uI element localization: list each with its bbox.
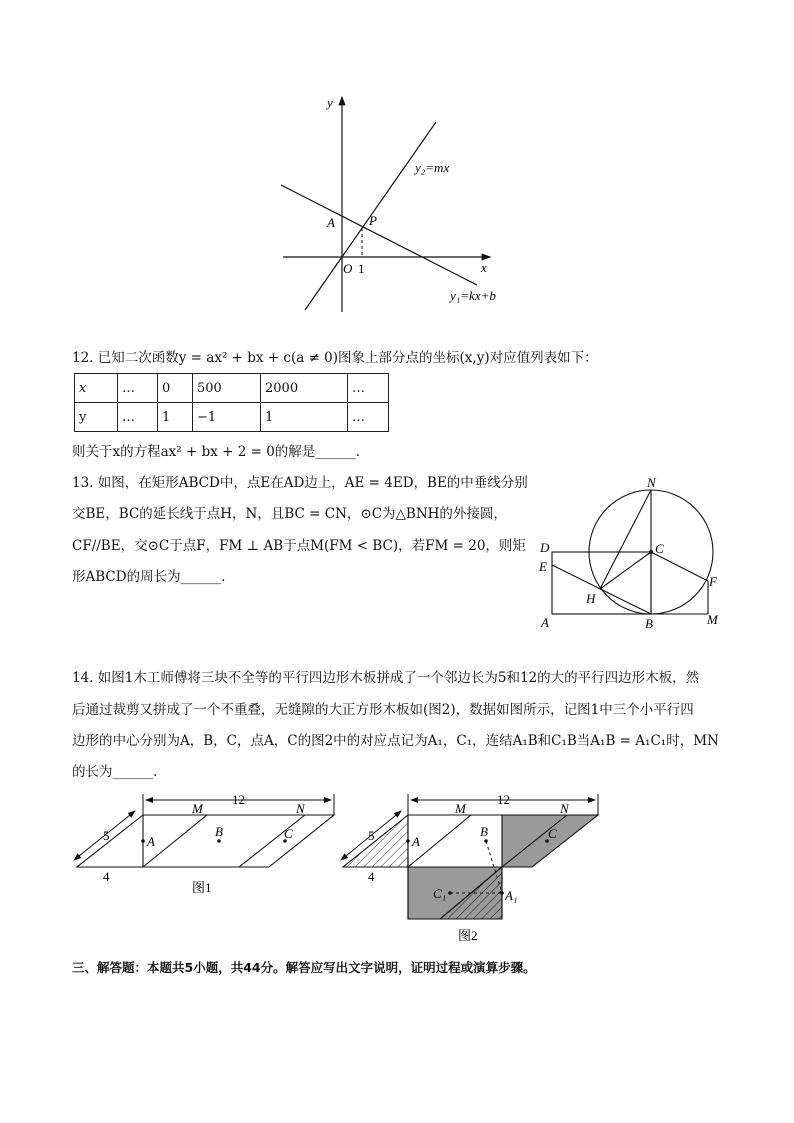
- label-b: B: [645, 616, 653, 631]
- origin-label: O: [343, 261, 353, 276]
- fig1-dim-side: 5: [103, 828, 110, 843]
- fig2-dim-side: 5: [368, 828, 375, 843]
- q14-line-3: 边形的中心分别为A，B，C，点A，C的图2中的对应点记为A₁，C₁，连结A₁B和C₁B当A₁B = A₁C₁时，MN: [72, 733, 719, 749]
- q13-line-4: 形ABCD的周长为______.: [72, 569, 226, 585]
- fig2-caption: 图2: [458, 928, 478, 943]
- fig1-dim-bottom: 4: [103, 869, 110, 884]
- table-cell: …: [348, 403, 389, 432]
- fig2-label-b: B: [480, 824, 488, 839]
- q13-figure: [530, 470, 730, 635]
- gray-piece-right: [502, 815, 598, 867]
- table-cell: …: [348, 374, 389, 403]
- label-d: D: [540, 540, 550, 555]
- label-n: N: [647, 475, 656, 490]
- q12-text: 12. 已知二次函数y = ax² + bx + c(a ≠ 0)图象上部分点的坐标(x,y)对应值列表如下：: [72, 350, 598, 366]
- inner-line-n: [239, 815, 305, 867]
- q12-value-table: [74, 373, 389, 432]
- table-cell: y: [75, 403, 118, 432]
- table-cell: x: [75, 374, 118, 403]
- q14-figure-1: [66, 788, 346, 898]
- q14-figure-2: [334, 788, 610, 946]
- fig1-caption: 图1: [192, 880, 212, 895]
- x-axis-label: x: [481, 260, 487, 275]
- fig2-dim-top: 12: [497, 792, 510, 807]
- line-y1-label: y₁=kx+b: [450, 288, 496, 303]
- line-y1: [281, 185, 477, 285]
- segment-hc: [600, 552, 651, 589]
- fig2-label-a: A: [412, 834, 420, 849]
- label-e: E: [539, 559, 547, 574]
- segment-cf: [651, 552, 708, 581]
- table-cell: 1: [158, 403, 193, 432]
- table-cell: 2000: [261, 374, 348, 403]
- point-a-label: A: [327, 215, 335, 230]
- table-cell: 0: [158, 374, 193, 403]
- label-a: A: [541, 615, 549, 630]
- q14-line-4: 的长为______.: [72, 764, 158, 780]
- table-cell: 500: [193, 374, 261, 403]
- q13-line-2: 交BE，BC的延长线于点H，N，且BC = CN，⊙C为△BNH的外接圆，: [72, 506, 507, 522]
- fig2-label-c: C: [548, 826, 557, 841]
- fig2-label-c1: C₁: [433, 886, 447, 901]
- point-p-label: P: [369, 213, 377, 228]
- fig2-label-n: N: [560, 801, 569, 816]
- segment-nh: [600, 490, 651, 589]
- label-h: H: [586, 591, 596, 606]
- table-cell: −1: [193, 403, 261, 432]
- fig1-label-b: B: [215, 824, 223, 839]
- white-square-top: [408, 815, 502, 867]
- table-cell: 1: [261, 403, 348, 432]
- table-cell: …: [118, 403, 158, 432]
- q14-line-2: 后通过裁剪又拼成了一个不重叠，无缝隙的大正方形木板如(图2)，数据如图所示，记图1中三个小平行四: [72, 702, 694, 718]
- fig1-label-n: N: [296, 801, 305, 816]
- segment-eb: [552, 565, 651, 614]
- label-m: M: [707, 612, 718, 627]
- fig1-dim-top: 12: [232, 792, 245, 807]
- rectangle-abcd: [552, 552, 651, 614]
- table-row: [75, 403, 389, 432]
- fig2-dim-bottom: 4: [368, 869, 375, 884]
- y-axis-label: y: [327, 95, 333, 110]
- linear-functions-graph: [270, 90, 520, 320]
- q13-line-3: CF//BE，交⊙C于点F，FM ⊥ AB于点M(FM < BC)，若FM = 20，则矩: [72, 538, 526, 554]
- q13-line-1: 13. 如图，在矩形ABCD中，点E在AD边上，AE = 4ED，BE的中垂线分别: [72, 475, 528, 491]
- fig1-label-a: A: [147, 834, 155, 849]
- table-cell: …: [118, 374, 158, 403]
- q14-line-1: 14. 如图1木工师傅将三块不全等的平行四边形木板拼成了一个邻边长为5和12的大的平行四边形木板，然: [72, 670, 700, 686]
- fig1-label-m: M: [192, 801, 203, 816]
- section-3-heading: 三、解答题：本题共5小题，共44分。解答应写出文字说明，证明过程或演算步骤。: [72, 960, 536, 975]
- line-y2-label: y₂=mx: [415, 160, 450, 175]
- hatched-piece-left: [343, 815, 408, 867]
- fig1-label-c: C: [284, 826, 293, 841]
- table-row: [75, 374, 389, 403]
- fig2-label-m: M: [455, 801, 466, 816]
- label-c: C: [655, 541, 664, 556]
- q12-answer-line: 则关于x的方程ax² + bx + 2 = 0的解是______.: [72, 444, 361, 460]
- fig2-label-a1: A₁: [505, 888, 518, 903]
- tick-1-label: 1: [358, 261, 365, 276]
- label-f: F: [709, 574, 717, 589]
